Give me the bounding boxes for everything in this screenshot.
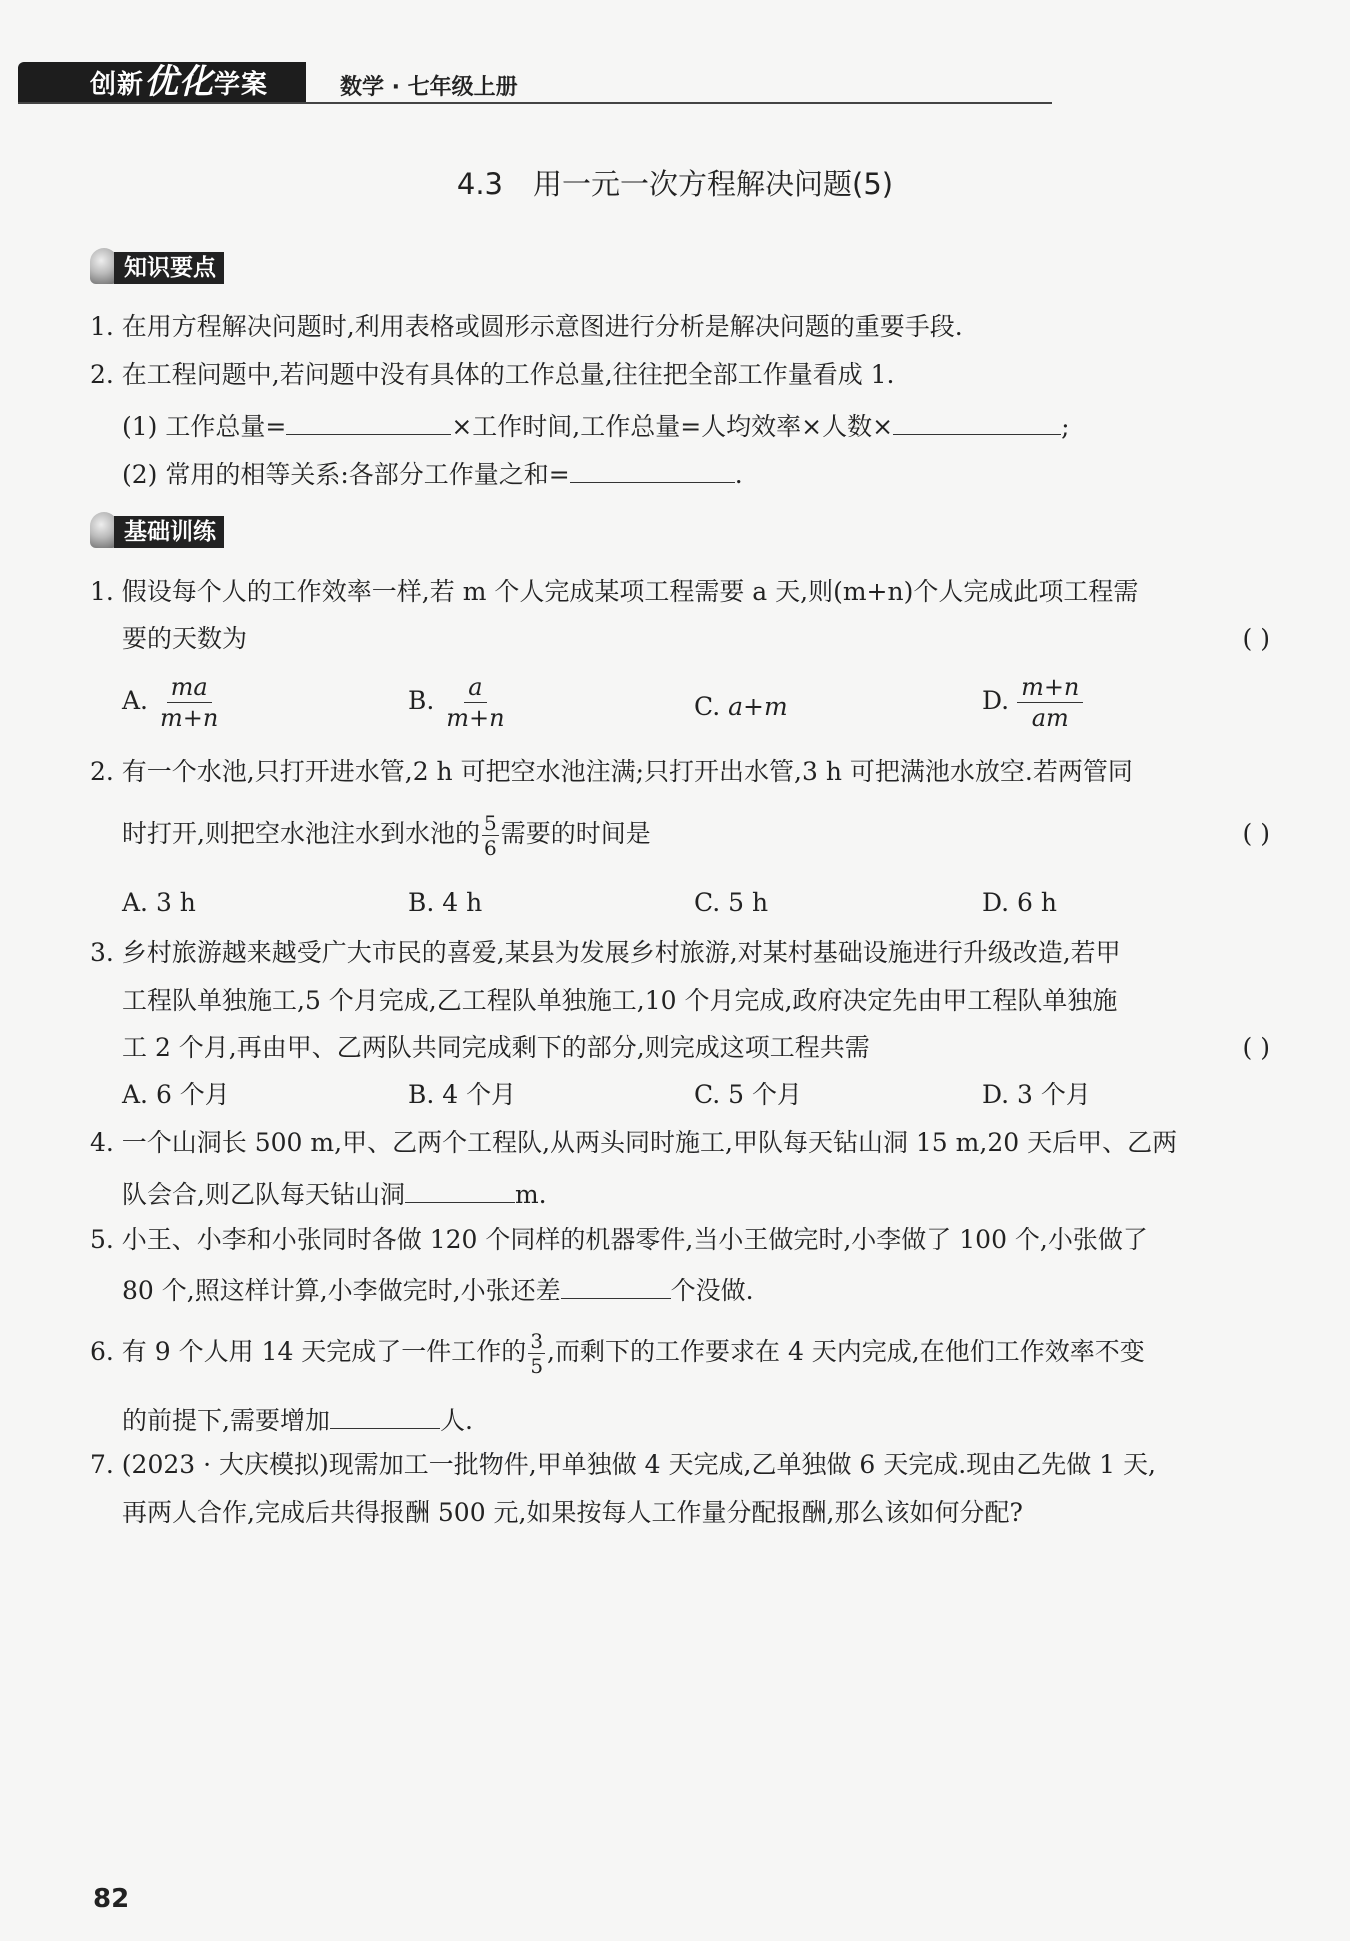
fraction [482, 811, 499, 860]
question-5-line-2 [122, 1272, 1302, 1306]
text-segment: 个没做. [670, 1276, 754, 1305]
key-point-1: 1. 在用方程解决问题时,利用表格或圆形示意图进行分析是解决问题的重要手段. [90, 312, 963, 341]
question-3-line-1: 3. 乡村旅游越来越受广大市民的喜爱,某县为发展乡村旅游,对某村基础设施进行升级改造,若甲 [90, 938, 1121, 967]
text-segment: 工 2 个月,再由甲、乙两队共同完成剩下的部分,则完成这项工程共需 [122, 1033, 870, 1062]
q2-option-d[interactable]: D. 6 h [982, 888, 1057, 917]
q3-option-c[interactable]: C. 5 个月 [694, 1080, 802, 1109]
text-segment: 队会合,则乙队每天钻山洞 [122, 1180, 405, 1209]
text-segment: ×工作时间,工作总量=人均效率×人数× [451, 412, 894, 441]
option-text: a+m [728, 692, 788, 721]
q1-option-d[interactable] [982, 672, 1083, 733]
numerator: ma [167, 672, 212, 703]
denominator: 5 [530, 1354, 544, 1378]
text-segment: ; [1061, 412, 1070, 441]
option-label: A. [122, 686, 149, 715]
text-segment: (1) 工作总量= [122, 412, 287, 441]
question-5-line-1: 5. 小王、小李和小张同时各做 120 个同样的机器零件,当小王做完时,小李做了 100 个,小张做了 [90, 1225, 1148, 1254]
book-subject: 数学 · 七年级上册 [340, 75, 518, 100]
q1-option-a[interactable] [122, 672, 222, 733]
section-label: 基础训练 [114, 516, 224, 548]
text-segment: m. [514, 1180, 547, 1209]
numerator: 5 [483, 811, 497, 835]
q2-option-c[interactable]: C. 5 h [694, 888, 769, 917]
denominator: 6 [483, 836, 497, 860]
fill-blank[interactable] [893, 408, 1061, 435]
option-label: D. [982, 686, 1010, 715]
text-segment: 时打开,则把空水池注水到水池的 [122, 819, 480, 848]
text-segment: 6. 有 9 个人用 14 天完成了一件工作的 [90, 1337, 527, 1366]
brand-text-a: 创新 [90, 70, 145, 100]
text-segment: 80 个,照这样计算,小李做完时,小张还差 [122, 1276, 561, 1305]
question-4-line-2 [122, 1176, 1302, 1210]
key-point-2-2 [122, 456, 1302, 490]
header-rule [18, 102, 1052, 104]
question-1-line-2 [122, 624, 1270, 654]
question-7-line-2: 再两人合作,完成后共得报酬 500 元,如果按每人工作量分配报酬,那么该如何分配? [122, 1498, 1023, 1527]
fill-blank[interactable] [405, 1176, 515, 1203]
answer-paren[interactable]: ( ) [1242, 1033, 1270, 1062]
numerator: m+n [1017, 672, 1083, 703]
brand-logo [18, 62, 306, 102]
lesson-title [0, 162, 1350, 203]
fill-blank[interactable] [570, 456, 735, 483]
question-2-line-1: 2. 有一个水池,只打开进水管,2 h 可把空水池注满;只打开出水管,3 h 可把满池水放空.若两管同 [90, 757, 1133, 786]
numerator: 3 [530, 1329, 544, 1353]
text-segment: 要的天数为 [122, 624, 248, 653]
q3-option-b[interactable]: B. 4 个月 [408, 1080, 517, 1109]
question-4-line-1: 4. 一个山洞长 500 m,甲、乙两个工程队,从两头同时施工,甲队每天钻山洞 15 m,20 天后甲、乙两 [90, 1128, 1178, 1157]
q1-option-c[interactable] [694, 692, 788, 722]
question-6-line-1 [90, 1328, 1270, 1378]
option-label: B. [408, 686, 435, 715]
question-7-line-1: 7. (2023 · 大庆模拟)现需加工一批物件,甲单独做 4 天完成,乙单独做 6 天完成.现由乙先做 1 天, [90, 1450, 1156, 1479]
fraction [528, 1329, 545, 1378]
fill-blank[interactable] [561, 1272, 671, 1299]
q3-option-d[interactable]: D. 3 个月 [982, 1080, 1091, 1109]
question-1-line-1: 1. 假设每个人的工作效率一样,若 m 个人完成某项工程需要 a 天,则(m+n)个人完成此项工程需 [90, 577, 1139, 606]
text-segment: . [734, 460, 743, 489]
text-segment: 的前提下,需要增加 [122, 1406, 330, 1435]
question-3-line-3 [122, 1033, 1270, 1063]
option-label: C. [694, 692, 721, 721]
fraction [156, 672, 222, 733]
q2-option-b[interactable]: B. 4 h [408, 888, 483, 917]
lesson-title-text: 用一元一次方程解决问题(5) [533, 167, 894, 201]
key-point-2-1 [122, 408, 1302, 442]
text-segment: 需要的时间是 [500, 819, 651, 848]
text-segment: (2) 常用的相等关系:各部分工作量之和= [122, 460, 570, 489]
fill-blank[interactable] [330, 1402, 440, 1429]
brand-text-b: 优化 [144, 62, 215, 102]
fraction [1017, 672, 1083, 733]
q3-option-a[interactable]: A. 6 个月 [122, 1080, 230, 1109]
page-number: 82 [93, 1884, 130, 1914]
page-header [18, 62, 1052, 104]
section-label: 知识要点 [114, 252, 224, 284]
q1-option-b[interactable] [408, 672, 509, 733]
brand-text-c: 学案 [214, 70, 269, 100]
fraction [442, 672, 508, 733]
key-point-2: 2. 在工程问题中,若问题中没有具体的工作总量,往往把全部工作量看成 1. [90, 360, 895, 389]
fill-blank[interactable] [286, 408, 451, 435]
answer-paren[interactable]: ( ) [1242, 624, 1270, 653]
question-2-line-2 [122, 810, 1270, 860]
q2-option-a[interactable]: A. 3 h [122, 888, 196, 917]
text-segment: 人. [439, 1406, 473, 1435]
denominator: am [1031, 704, 1069, 732]
answer-paren[interactable]: ( ) [1242, 819, 1270, 848]
denominator: m+n [446, 704, 505, 732]
text-segment: ,而剩下的工作要求在 4 天内完成,在他们工作效率不变 [547, 1337, 1145, 1366]
lesson-number: 4.3 [456, 167, 504, 201]
denominator: m+n [159, 704, 219, 732]
question-6-line-2 [122, 1402, 1302, 1436]
numerator: a [464, 672, 486, 703]
question-3-line-2: 工程队单独施工,5 个月完成,乙工程队单独施工,10 个月完成,政府决定先由甲工程队单独施 [122, 986, 1118, 1015]
